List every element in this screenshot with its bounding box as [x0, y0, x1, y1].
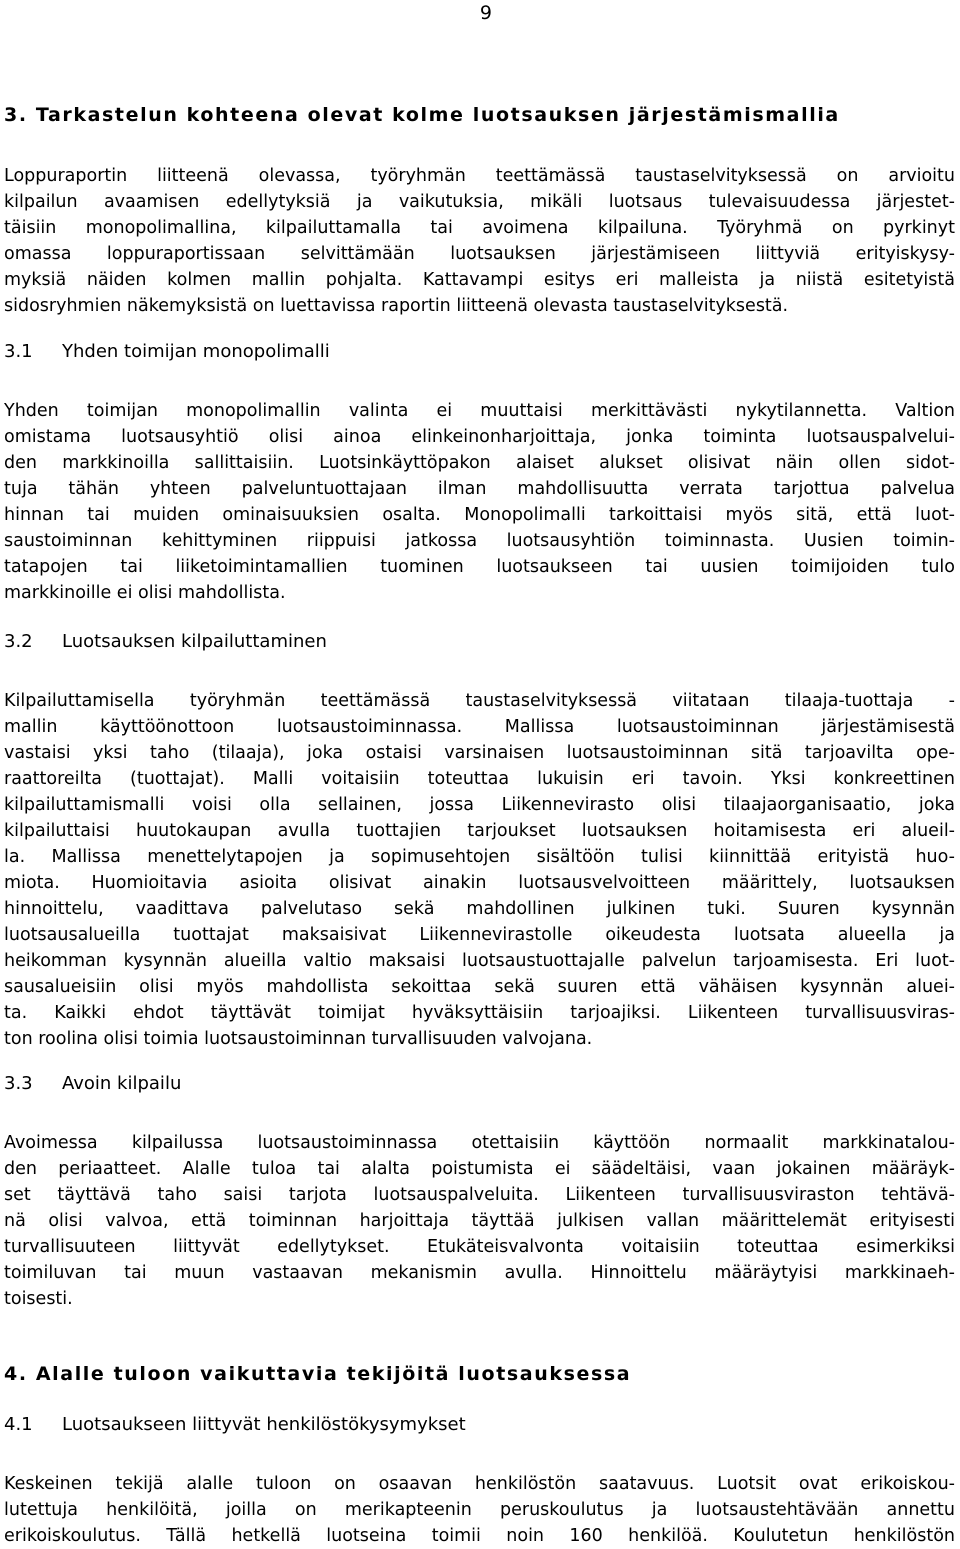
section-3-intro-paragraph — [4, 163, 955, 319]
text-line: sidosryhmien näkemyksistä on luettavissa raportin liitteenä olevasta taustaselvityksestä. — [4, 296, 789, 316]
text-line: Loppuraportin liitteenä olevassa, työryhmän teettämässä taustaselvityksessä on arvioitu — [4, 166, 955, 186]
section-number: 3.2 — [4, 631, 33, 652]
text-line: vastaisi yksi taho (tilaaja), joka ostaisi varsinaisen luotsaustoiminnan sitä tarjoavilta ope- — [4, 743, 955, 763]
text-line: saustoiminnan kehittyminen riippuisi jatkossa luotsausyhtiön toiminnasta. Uusien toimin- — [4, 531, 955, 551]
section-3-3-paragraph — [4, 1130, 955, 1312]
text-line: hinnan tai muiden ominaisuuksien osalta. Monopolimalli tarkoittaisi myös sitä, että luot- — [4, 505, 955, 525]
text-line: miota. Huomioitavia asioita olisivat ainakin luotsausvelvoitteen määrittely, luotsauksen — [4, 873, 955, 893]
section-4-heading: 4. Alalle tuloon vaikuttavia tekijöitä luotsauksessa — [4, 1363, 632, 1385]
text-line: heikomman kysynnän alueilla valtio maksaisi luotsaustuottajalle palvelun tarjoamisesta. Eri luot- — [4, 951, 955, 971]
text-line: myksiä näiden kolmen mallin pohjalta. Kattavampi esitys eri malleista ja niistä esitetyistä — [4, 270, 955, 290]
section-title: Yhden toimijan monopolimalli — [62, 341, 330, 362]
text-line: Avoimessa kilpailussa luotsaustoiminnassa otettaisiin käyttöön normaalit markkinatalou- — [4, 1133, 955, 1153]
text-line: mallin käyttöönottoon luotsaustoiminnassa. Mallissa luotsaustoiminnan järjestämisestä — [4, 717, 955, 737]
text-line: omistama luotsausyhtiö olisi ainoa elinkeinonharjoittaja, jonka toiminta luotsauspalvelui- — [4, 427, 955, 447]
text-line: toisesti. — [4, 1289, 73, 1309]
text-line: hinnoittelu, vaadittava palvelutaso sekä mahdollinen julkinen tuki. Suuren kysynnän — [4, 899, 955, 919]
text-line: luotsausalueilla tuottajat maksaisivat Liikennevirastolle oikeudesta luotsata alueella ja — [4, 925, 955, 945]
section-3-2-heading — [4, 631, 327, 652]
text-line: Keskeinen tekijä alalle tuloon on osaavan henkilöstön saatavuus. Luotsit ovat erikoiskou- — [4, 1474, 955, 1494]
text-line: Kilpailuttamisella työryhmän teettämässä taustaselvityksessä viitataan tilaaja-tuottaja - — [4, 691, 955, 711]
section-3-1-heading — [4, 341, 330, 362]
text-line: den markkinoilla sallittaisiin. Luotsinkäyttöpakon alaiset alukset olisivat näin ollen sidot- — [4, 453, 955, 473]
section-3-2-paragraph — [4, 688, 955, 1052]
text-line: tuja tähän yhteen palveluntuottajaan ilman mahdollisuutta verrata tarjottua palvelua — [4, 479, 955, 499]
section-3-heading: 3. Tarkastelun kohteena olevat kolme luotsauksen järjestämismallia — [4, 104, 840, 126]
text-line: sausalueisiin olisi myös mahdollista sekoittaa sekä suuren että vähäisen kysynnän aluei- — [4, 977, 955, 997]
section-3-1-paragraph — [4, 398, 955, 606]
text-line: nä olisi valvoa, että toiminnan harjoittaja täyttää julkisen vallan määrittelemät erityisesti — [4, 1211, 955, 1231]
section-4-1-paragraph — [4, 1471, 955, 1549]
text-line: kilpailun avaamisen edellytyksiä ja vaikutuksia, mikäli luotsaus tulevaisuudessa järjestet- — [4, 192, 955, 212]
section-number: 3.3 — [4, 1073, 33, 1094]
section-4-1-heading — [4, 1414, 466, 1435]
text-line: lutettuja henkilöitä, joilla on merikapteenin peruskoulutus ja luotsaustehtävään annettu — [4, 1500, 955, 1520]
section-title: Avoin kilpailu — [62, 1073, 182, 1094]
text-line: ton roolina olisi toimia luotsaustoiminnan turvallisuuden valvojana. — [4, 1029, 593, 1049]
text-line: kilpailuttamismalli voisi olla sellainen, jossa Liikennevirasto olisi tilaajaorganisaatio, joka — [4, 795, 955, 815]
text-line: Yhden toimijan monopolimallin valinta ei muuttaisi merkittävästi nykytilannetta. Valtion — [4, 401, 955, 421]
text-line: set täyttävä taho saisi tarjota luotsauspalveluita. Liikenteen turvallisuusviraston tehtävä- — [4, 1185, 955, 1205]
text-line: täisiin monopolimallina, kilpailuttamalla tai avoimena kilpailuna. Työryhmä on pyrkinyt — [4, 218, 955, 238]
section-number: 3.1 — [4, 341, 33, 362]
section-title: Luotsauksen kilpailuttaminen — [62, 631, 327, 652]
text-line: raattoreilta (tuottajat). Malli voitaisiin toteuttaa lukuisin eri tavoin. Yksi konkreettinen — [4, 769, 955, 789]
section-3-3-heading — [4, 1073, 181, 1094]
text-line: la. Mallissa menettelytapojen ja sopimusehtojen sisältöön tulisi kiinnittää erityistä huo- — [4, 847, 955, 867]
text-line: ta. Kaikki ehdot täyttävät toimijat hyväksyttäisiin tarjoajiksi. Liikenteen turvallisuusviras- — [4, 1003, 955, 1023]
text-line: toimiluvan tai muun vastaavan mekanismin avulla. Hinnoittelu määräytyisi markkinaeh- — [4, 1263, 955, 1283]
text-line: tatapojen tai liiketoimintamallien tuominen luotsaukseen tai uusien toimijoiden tulo — [4, 557, 955, 577]
page-number: 9 — [479, 2, 492, 24]
text-line: omassa loppuraportissaan selvittämään luotsauksen järjestämiseen liittyviä erityiskysy- — [4, 244, 955, 264]
text-line: erikoiskoulutus. Tällä hetkellä luotseina toimii noin 160 henkilöä. Koulutetun henkilöstön — [4, 1526, 955, 1546]
text-line: kilpailuttaisi huutokaupan avulla tuottajien tarjoukset luotsauksen hoitamisesta eri alueil- — [4, 821, 955, 841]
section-title: Luotsaukseen liittyvät henkilöstökysymykset — [62, 1414, 466, 1435]
text-line: den periaatteet. Alalle tuloa tai alalta poistumista ei säädeltäisi, vaan jokainen määräyk- — [4, 1159, 955, 1179]
text-line: turvallisuuteen liittyvät edellytykset. Etukäteisvalvonta voitaisiin toteuttaa esimerkiksi — [4, 1237, 955, 1257]
section-number: 4.1 — [4, 1414, 33, 1435]
text-line: markkinoille ei olisi mahdollista. — [4, 583, 286, 603]
